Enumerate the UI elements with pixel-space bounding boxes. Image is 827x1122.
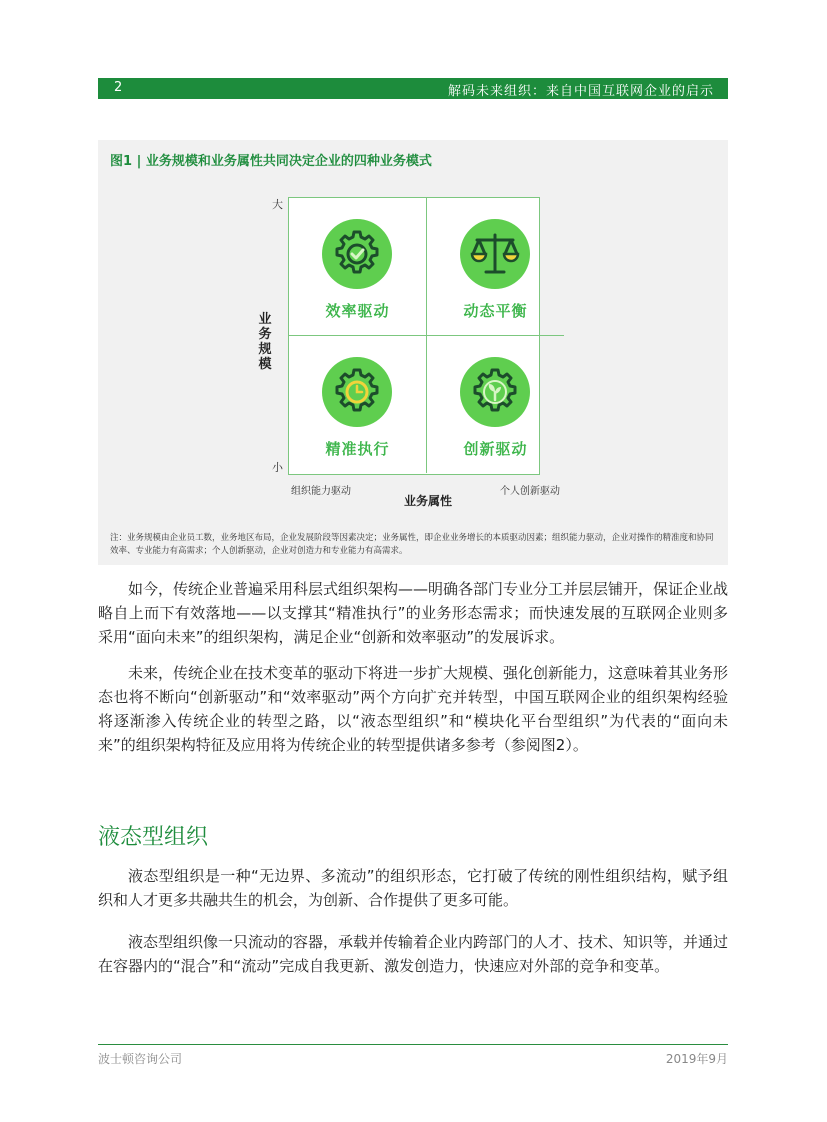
footer-divider (98, 1044, 728, 1045)
x-axis-label: 业务属性 (404, 494, 453, 508)
y-axis-top-label: 大 (272, 198, 283, 211)
footer-date: 2019年9月 (665, 1052, 728, 1066)
page-number: 2 (114, 80, 123, 95)
quadrant-grid (288, 197, 540, 475)
quadrant-innovation (427, 336, 564, 473)
balance-scale-icon (459, 218, 531, 290)
quadrant-precise-execution (289, 336, 427, 473)
paragraph-3: 液态型组织是一种“无边界、多流动”的组织形态，它打破了传统的刚性组织结构，赋予组织和人才更多共融共生的机会，为创新、合作提供了更多可能。 (98, 867, 728, 909)
figure-note: 注：业务规模由企业员工数，业务地区布局，企业发展阶段等因素决定；业务属性，即企业业务增长的本质驱动因素；组织能力驱动，企业对操作的精准度和协同效率、专业能力有高需求；个人创新驱动，企业对创造力和专业能力有高需求。 (110, 533, 714, 556)
figure-title: 图1 | 业务规模和业务属性共同决定企业的四种业务模式 (110, 154, 432, 169)
gear-check-icon (321, 218, 393, 290)
quadrant-efficiency (289, 198, 427, 336)
section-heading: 液态型组织 (98, 825, 209, 850)
quadrant-dynamic-balance (427, 198, 564, 336)
gear-clock-icon (321, 356, 393, 428)
gear-sprout-icon (459, 356, 531, 428)
figure-1 (98, 140, 728, 565)
quadrant-efficiency-label: 效率驱动 (325, 302, 390, 320)
x-axis-left-label: 组织能力驱动 (291, 486, 351, 497)
y-axis-label: 业务规模 (258, 312, 272, 372)
y-axis-bottom-label: 小 (272, 461, 283, 474)
paragraph-2: 未来，传统企业在技术变革的驱动下将进一步扩大规模、强化创新能力，这意味着其业务形态也将不断向“创新驱动”和“效率驱动”两个方向扩充并转型，中国互联网企业的组织架构经验将逐渐渗入传统企业的转型之路，以“液态型组织”和“模块化平台型组织”为代表的“面向未来”的组织架构特征及应用将为传统企业的转型提供诸多参考（参阅图2）。 (98, 664, 729, 754)
quadrant-dynamic-balance-label: 动态平衡 (463, 302, 528, 320)
x-axis-right-label: 个人创新驱动 (500, 486, 560, 497)
paragraph-1: 如今，传统企业普遍采用科层式组织架构——明确各部门专业分工并层层铺开，保证企业战略自上而下有效落地——以支撑其“精准执行”的业务形态需求；而快速发展的互联网企业则多采用“面向未来”的组织架构，满足企业“创新和效率驱动”的发展诉求。 (98, 580, 729, 646)
paragraph-4: 液态型组织像一只流动的容器，承载并传输着企业内跨部门的人才、技术、知识等，并通过在容器内的“混合”和“流动”完成自我更新、激发创造力，快速应对外部的竞争和变革。 (98, 933, 729, 975)
footer-company: 波士顿咨询公司 (98, 1052, 183, 1066)
quadrant-innovation-label: 创新驱动 (463, 440, 528, 458)
document-title: 解码未来组织：来自中国互联网企业的启示 (447, 84, 714, 99)
page-header (98, 78, 728, 99)
quadrant-precise-execution-label: 精准执行 (325, 440, 390, 458)
